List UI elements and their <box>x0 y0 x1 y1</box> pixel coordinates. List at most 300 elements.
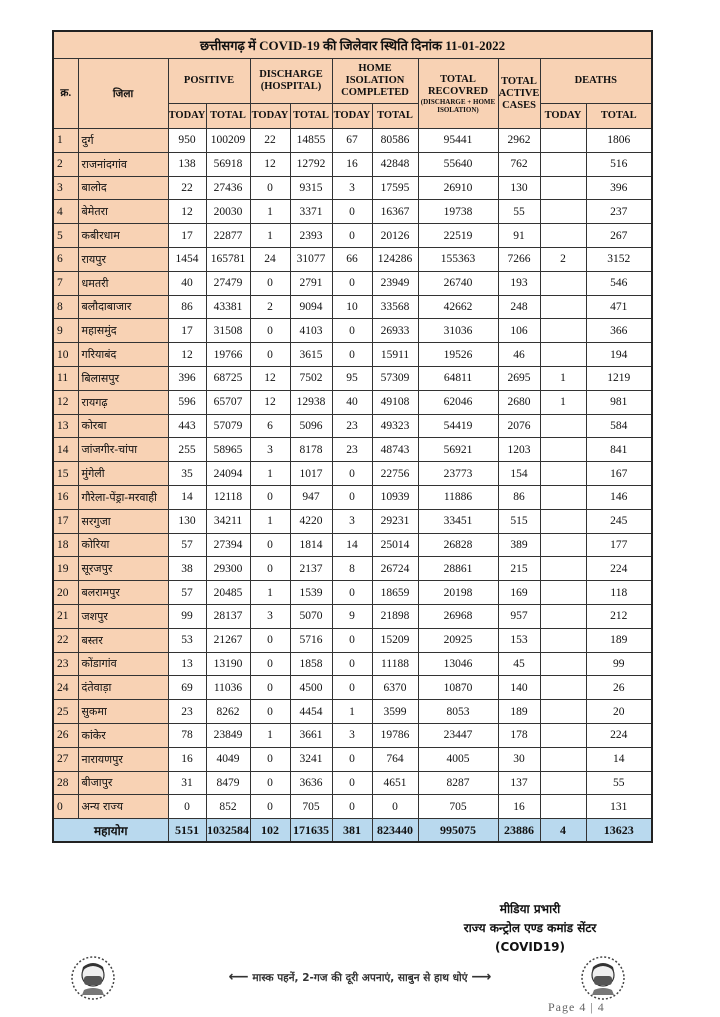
row-value-cell <box>540 604 586 628</box>
subheader-home-today: TODAY <box>332 104 372 129</box>
row-value-cell: 42848 <box>372 152 418 176</box>
row-value-cell: 2076 <box>498 414 540 438</box>
row-value-cell: 3 <box>332 723 372 747</box>
row-value-cell: 19766 <box>206 343 250 367</box>
row-value-cell <box>540 771 586 795</box>
row-value-cell: 17595 <box>372 176 418 200</box>
row-district-name: कोंडागांव <box>78 652 168 676</box>
row-value-cell: 0 <box>250 676 290 700</box>
row-value-cell: 12118 <box>206 485 250 509</box>
row-value-cell: 12938 <box>290 390 332 414</box>
row-district-name: कोरिया <box>78 533 168 557</box>
row-value-cell: 841 <box>586 438 652 462</box>
row-value-cell: 189 <box>586 628 652 652</box>
subheader-home-total: TOTAL <box>372 104 418 129</box>
table-row <box>53 676 652 700</box>
row-value-cell: 3 <box>250 438 290 462</box>
row-value-cell: 4005 <box>418 747 498 771</box>
row-value-cell: 1 <box>250 509 290 533</box>
row-value-cell: 4103 <box>290 319 332 343</box>
row-value-cell: 3371 <box>290 200 332 224</box>
row-value-cell: 212 <box>586 604 652 628</box>
row-value-cell: 1 <box>540 366 586 390</box>
row-value-cell: 20925 <box>418 628 498 652</box>
row-value-cell: 155363 <box>418 247 498 271</box>
media-incharge-label: मीडिया प्रभारी <box>499 902 561 916</box>
row-value-cell: 43381 <box>206 295 250 319</box>
row-district-name: नारायणपुर <box>78 747 168 771</box>
row-value-cell: 53 <box>168 628 206 652</box>
row-value-cell: 4049 <box>206 747 250 771</box>
row-value-cell: 16367 <box>372 200 418 224</box>
row-serial: 20 <box>53 581 78 605</box>
row-value-cell <box>540 319 586 343</box>
row-value-cell: 2962 <box>498 129 540 153</box>
row-value-cell: 1 <box>332 700 372 724</box>
table-title: छत्तीसगढ़ में COVID-19 की जिलेवार स्थिति दिनांक 11-01-2022 <box>53 31 652 59</box>
row-value-cell: 1 <box>250 200 290 224</box>
row-district-name: मुंगेली <box>78 462 168 486</box>
row-value-cell: 23447 <box>418 723 498 747</box>
row-value-cell: 3241 <box>290 747 332 771</box>
row-value-cell: 5070 <box>290 604 332 628</box>
row-value-cell: 0 <box>332 795 372 819</box>
row-value-cell: 29300 <box>206 557 250 581</box>
row-district-name: महासमुंद <box>78 319 168 343</box>
row-value-cell: 154 <box>498 462 540 486</box>
row-value-cell: 22519 <box>418 224 498 248</box>
header-total-recovered-note: (DISCHARGE + HOME ISOLATION) <box>420 97 496 114</box>
row-value-cell: 8178 <box>290 438 332 462</box>
row-value-cell: 0 <box>332 652 372 676</box>
row-value-cell: 0 <box>250 485 290 509</box>
row-value-cell: 12 <box>250 152 290 176</box>
row-value-cell: 10 <box>332 295 372 319</box>
grand-total-cell: 13623 <box>586 819 652 843</box>
row-value-cell <box>540 176 586 200</box>
row-value-cell: 138 <box>168 152 206 176</box>
row-value-cell: 596 <box>168 390 206 414</box>
row-value-cell: 471 <box>586 295 652 319</box>
header-home-isolation: HOME ISOLATION COMPLETED <box>332 59 418 104</box>
row-value-cell: 130 <box>168 509 206 533</box>
row-value-cell: 17 <box>168 319 206 343</box>
row-value-cell: 1539 <box>290 581 332 605</box>
row-serial: 11 <box>53 366 78 390</box>
header-total-recovered <box>418 59 498 129</box>
row-value-cell: 4454 <box>290 700 332 724</box>
table-row <box>53 723 652 747</box>
row-value-cell: 65707 <box>206 390 250 414</box>
row-value-cell: 4651 <box>372 771 418 795</box>
table-body <box>53 129 652 819</box>
table-row <box>53 200 652 224</box>
row-value-cell: 22877 <box>206 224 250 248</box>
row-value-cell: 6 <box>250 414 290 438</box>
row-value-cell: 21898 <box>372 604 418 628</box>
row-serial: 25 <box>53 700 78 724</box>
row-value-cell: 2 <box>250 295 290 319</box>
row-district-name: दंतेवाड़ा <box>78 676 168 700</box>
row-district-name: राजनांदगांव <box>78 152 168 176</box>
row-value-cell: 38 <box>168 557 206 581</box>
control-center-label: राज्य कन्ट्रोल एण्ड कमांड सेंटर <box>463 921 597 935</box>
row-value-cell: 14 <box>168 485 206 509</box>
table-row <box>53 176 652 200</box>
row-value-cell <box>540 295 586 319</box>
row-district-name: सरगुजा <box>78 509 168 533</box>
table-row <box>53 628 652 652</box>
row-value-cell: 57 <box>168 581 206 605</box>
row-value-cell: 1 <box>250 462 290 486</box>
header-discharge: DISCHARGE (HOSPITAL) <box>250 59 332 104</box>
row-district-name: रायपुर <box>78 247 168 271</box>
row-value-cell: 48743 <box>372 438 418 462</box>
row-value-cell: 947 <box>290 485 332 509</box>
row-value-cell <box>540 652 586 676</box>
grand-total-cell: 102 <box>250 819 290 843</box>
row-value-cell: 237 <box>586 200 652 224</box>
row-value-cell: 67 <box>332 129 372 153</box>
row-value-cell <box>540 200 586 224</box>
row-value-cell: 957 <box>498 604 540 628</box>
row-value-cell <box>540 485 586 509</box>
row-value-cell: 1203 <box>498 438 540 462</box>
row-value-cell: 1219 <box>586 366 652 390</box>
row-value-cell <box>540 581 586 605</box>
row-value-cell: 0 <box>332 200 372 224</box>
row-value-cell: 12 <box>168 200 206 224</box>
table-row <box>53 747 652 771</box>
row-serial: 19 <box>53 557 78 581</box>
row-district-name: बालोद <box>78 176 168 200</box>
row-value-cell: 248 <box>498 295 540 319</box>
table-row <box>53 462 652 486</box>
table-row <box>53 771 652 795</box>
row-value-cell: 0 <box>332 319 372 343</box>
row-district-name: अन्य राज्य <box>78 795 168 819</box>
table-row <box>53 581 652 605</box>
row-value-cell: 267 <box>586 224 652 248</box>
row-value-cell: 3636 <box>290 771 332 795</box>
row-value-cell: 26910 <box>418 176 498 200</box>
row-serial: 17 <box>53 509 78 533</box>
grand-total-cell: 823440 <box>372 819 418 843</box>
row-value-cell: 21267 <box>206 628 250 652</box>
row-value-cell: 0 <box>332 485 372 509</box>
row-district-name: दुर्ग <box>78 129 168 153</box>
row-value-cell: 762 <box>498 152 540 176</box>
row-value-cell: 62046 <box>418 390 498 414</box>
row-value-cell: 27394 <box>206 533 250 557</box>
row-serial: 4 <box>53 200 78 224</box>
row-value-cell: 2 <box>540 247 586 271</box>
table-row <box>53 295 652 319</box>
row-serial: 9 <box>53 319 78 343</box>
row-value-cell: 22756 <box>372 462 418 486</box>
row-value-cell: 31508 <box>206 319 250 343</box>
row-value-cell: 0 <box>250 557 290 581</box>
row-value-cell: 58965 <box>206 438 250 462</box>
header-district: जिला <box>78 59 168 129</box>
row-value-cell: 22 <box>250 129 290 153</box>
table-row <box>53 557 652 581</box>
row-value-cell: 177 <box>586 533 652 557</box>
row-value-cell <box>540 628 586 652</box>
grand-total-cell: 1032584 <box>206 819 250 843</box>
table-row <box>53 247 652 271</box>
row-value-cell: 54419 <box>418 414 498 438</box>
row-value-cell: 26933 <box>372 319 418 343</box>
row-value-cell: 28861 <box>418 557 498 581</box>
row-district-name: बीजापुर <box>78 771 168 795</box>
page-number: Page 4 | 4 <box>548 1000 605 1014</box>
subheader-deaths-today: TODAY <box>540 104 586 129</box>
row-value-cell: 14 <box>586 747 652 771</box>
row-value-cell: 0 <box>332 747 372 771</box>
row-district-name: रायगढ़ <box>78 390 168 414</box>
row-value-cell: 0 <box>332 224 372 248</box>
safety-slogan-row <box>70 955 650 1001</box>
row-value-cell: 57 <box>168 533 206 557</box>
row-value-cell: 16 <box>332 152 372 176</box>
table-row <box>53 795 652 819</box>
table-row <box>53 509 652 533</box>
table-row <box>53 366 652 390</box>
row-value-cell: 0 <box>250 343 290 367</box>
row-value-cell: 55 <box>498 200 540 224</box>
row-serial: 6 <box>53 247 78 271</box>
row-value-cell <box>540 343 586 367</box>
row-value-cell <box>540 414 586 438</box>
row-district-name: कांकेर <box>78 723 168 747</box>
table-row <box>53 271 652 295</box>
row-district-name: बेमेतरा <box>78 200 168 224</box>
row-serial: 10 <box>53 343 78 367</box>
row-value-cell: 0 <box>332 771 372 795</box>
row-value-cell: 0 <box>250 176 290 200</box>
row-value-cell: 7266 <box>498 247 540 271</box>
row-value-cell: 27436 <box>206 176 250 200</box>
row-value-cell: 42662 <box>418 295 498 319</box>
row-value-cell: 130 <box>498 176 540 200</box>
row-value-cell: 1454 <box>168 247 206 271</box>
row-value-cell: 20 <box>586 700 652 724</box>
header-deaths: DEATHS <box>540 59 652 104</box>
row-value-cell: 68725 <box>206 366 250 390</box>
row-value-cell: 49323 <box>372 414 418 438</box>
row-value-cell: 106 <box>498 319 540 343</box>
row-value-cell <box>540 129 586 153</box>
table-row <box>53 319 652 343</box>
row-serial: 12 <box>53 390 78 414</box>
covid19-label: (COVID19) <box>494 940 566 954</box>
row-value-cell: 40 <box>168 271 206 295</box>
row-value-cell: 40 <box>332 390 372 414</box>
row-value-cell: 516 <box>586 152 652 176</box>
row-value-cell: 3 <box>332 176 372 200</box>
row-value-cell: 0 <box>250 271 290 295</box>
mask-face-icon <box>580 955 626 1001</box>
row-value-cell: 9315 <box>290 176 332 200</box>
table-row <box>53 438 652 462</box>
row-value-cell: 224 <box>586 723 652 747</box>
row-value-cell: 8 <box>332 557 372 581</box>
row-value-cell: 23949 <box>372 271 418 295</box>
row-value-cell: 11886 <box>418 485 498 509</box>
row-value-cell: 64811 <box>418 366 498 390</box>
row-value-cell: 0 <box>250 628 290 652</box>
row-serial: 14 <box>53 438 78 462</box>
row-value-cell: 25014 <box>372 533 418 557</box>
grand-total-cell: 995075 <box>418 819 498 843</box>
row-value-cell: 18659 <box>372 581 418 605</box>
row-district-name: कोरबा <box>78 414 168 438</box>
row-value-cell: 78 <box>168 723 206 747</box>
row-value-cell: 23 <box>332 414 372 438</box>
table-row <box>53 533 652 557</box>
row-value-cell: 705 <box>290 795 332 819</box>
row-value-cell: 1017 <box>290 462 332 486</box>
row-value-cell: 95 <box>332 366 372 390</box>
row-value-cell: 6370 <box>372 676 418 700</box>
header-total-active: TOTAL ACTIVE CASES <box>498 59 540 129</box>
row-value-cell: 2393 <box>290 224 332 248</box>
row-value-cell: 389 <box>498 533 540 557</box>
header-positive: POSITIVE <box>168 59 250 104</box>
row-value-cell: 137 <box>498 771 540 795</box>
row-value-cell: 66 <box>332 247 372 271</box>
row-value-cell: 27479 <box>206 271 250 295</box>
row-value-cell: 31036 <box>418 319 498 343</box>
row-value-cell: 396 <box>168 366 206 390</box>
media-contact-block <box>420 900 640 957</box>
row-value-cell: 13046 <box>418 652 498 676</box>
row-value-cell: 8287 <box>418 771 498 795</box>
row-value-cell: 12 <box>250 390 290 414</box>
row-value-cell: 35 <box>168 462 206 486</box>
row-value-cell <box>540 795 586 819</box>
row-value-cell <box>540 700 586 724</box>
row-value-cell <box>540 438 586 462</box>
mask-face-icon <box>70 955 116 1001</box>
row-district-name: गरियाबंद <box>78 343 168 367</box>
row-value-cell: 26724 <box>372 557 418 581</box>
row-value-cell: 4500 <box>290 676 332 700</box>
subheader-discharge-total: TOTAL <box>290 104 332 129</box>
row-value-cell: 118 <box>586 581 652 605</box>
row-value-cell: 31 <box>168 771 206 795</box>
covid-district-table <box>52 30 653 843</box>
row-value-cell: 396 <box>586 176 652 200</box>
row-value-cell: 20198 <box>418 581 498 605</box>
row-value-cell: 12792 <box>290 152 332 176</box>
row-district-name: धमतरी <box>78 271 168 295</box>
row-value-cell: 981 <box>586 390 652 414</box>
row-serial: 13 <box>53 414 78 438</box>
row-value-cell: 2791 <box>290 271 332 295</box>
subheader-deaths-total: TOTAL <box>586 104 652 129</box>
row-value-cell: 80586 <box>372 129 418 153</box>
report-page <box>52 30 651 843</box>
row-value-cell: 5096 <box>290 414 332 438</box>
row-value-cell: 0 <box>250 700 290 724</box>
row-value-cell: 28137 <box>206 604 250 628</box>
table-row <box>53 152 652 176</box>
table-row <box>53 129 652 153</box>
row-serial: 8 <box>53 295 78 319</box>
row-value-cell: 34211 <box>206 509 250 533</box>
safety-slogan-text: मास्क पहनें, 2-गज की दूरी अपनाएं, साबुन से हाथ धोएं <box>252 972 468 984</box>
row-value-cell: 255 <box>168 438 206 462</box>
row-value-cell <box>540 509 586 533</box>
row-value-cell: 9 <box>332 604 372 628</box>
row-value-cell: 23 <box>168 700 206 724</box>
row-value-cell <box>540 533 586 557</box>
row-value-cell: 26740 <box>418 271 498 295</box>
row-value-cell: 57309 <box>372 366 418 390</box>
row-value-cell: 15911 <box>372 343 418 367</box>
row-district-name: कबीरधाम <box>78 224 168 248</box>
row-value-cell: 57079 <box>206 414 250 438</box>
row-value-cell: 0 <box>332 462 372 486</box>
row-district-name: बलरामपुर <box>78 581 168 605</box>
row-value-cell: 3661 <box>290 723 332 747</box>
row-value-cell: 45 <box>498 652 540 676</box>
row-serial: 21 <box>53 604 78 628</box>
row-value-cell: 20030 <box>206 200 250 224</box>
row-value-cell: 9094 <box>290 295 332 319</box>
row-value-cell: 764 <box>372 747 418 771</box>
row-value-cell: 1814 <box>290 533 332 557</box>
row-value-cell: 20485 <box>206 581 250 605</box>
row-value-cell: 0 <box>332 581 372 605</box>
row-value-cell: 7502 <box>290 366 332 390</box>
row-serial: 22 <box>53 628 78 652</box>
row-value-cell: 5716 <box>290 628 332 652</box>
row-serial: 2 <box>53 152 78 176</box>
row-value-cell: 0 <box>250 319 290 343</box>
row-value-cell: 12 <box>250 366 290 390</box>
row-value-cell: 56918 <box>206 152 250 176</box>
row-serial: 23 <box>53 652 78 676</box>
row-value-cell: 49108 <box>372 390 418 414</box>
row-value-cell: 4220 <box>290 509 332 533</box>
row-value-cell: 19738 <box>418 200 498 224</box>
table-row <box>53 700 652 724</box>
row-value-cell: 14 <box>332 533 372 557</box>
row-value-cell: 22 <box>168 176 206 200</box>
row-value-cell: 131 <box>586 795 652 819</box>
row-value-cell <box>540 557 586 581</box>
row-district-name: बस्तर <box>78 628 168 652</box>
row-value-cell <box>540 224 586 248</box>
row-value-cell: 8262 <box>206 700 250 724</box>
row-value-cell: 15209 <box>372 628 418 652</box>
row-value-cell: 140 <box>498 676 540 700</box>
row-serial: 18 <box>53 533 78 557</box>
row-value-cell: 8479 <box>206 771 250 795</box>
row-value-cell: 584 <box>586 414 652 438</box>
row-value-cell: 0 <box>372 795 418 819</box>
row-value-cell <box>540 723 586 747</box>
row-value-cell: 950 <box>168 129 206 153</box>
row-serial: 27 <box>53 747 78 771</box>
row-value-cell: 23773 <box>418 462 498 486</box>
row-value-cell: 55 <box>586 771 652 795</box>
row-district-name: बलौदाबाजार <box>78 295 168 319</box>
table-row <box>53 485 652 509</box>
